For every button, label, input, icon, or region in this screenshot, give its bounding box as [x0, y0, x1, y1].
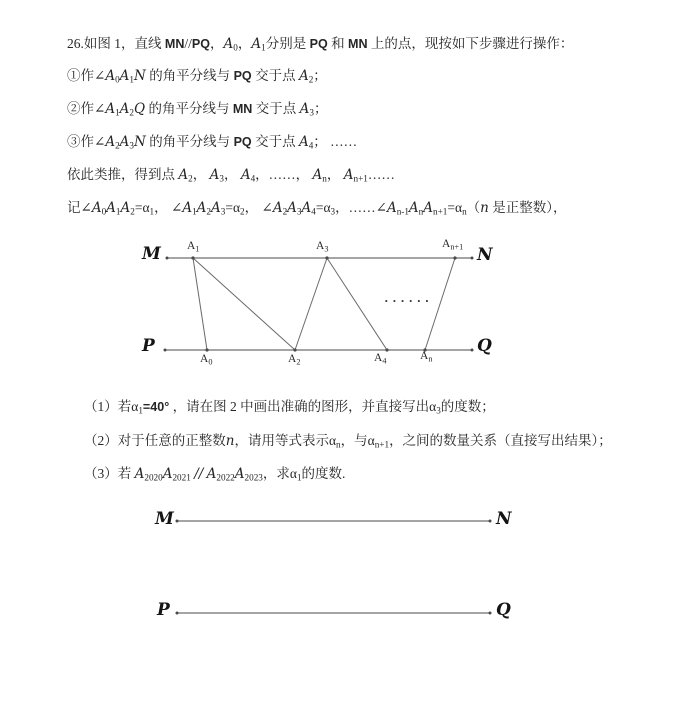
endpoint-dot-N: [471, 257, 474, 260]
point-A4: [385, 348, 388, 351]
question-3: （3）若 $A_{2020}A_{2021} // A_{2022}A_{2023}$，求$\alpha_1$的度数.: [84, 466, 346, 483]
problem-step-2: ②作$\angle A_1A_2Q$ 的角平分线与 MN 交于点 $A_3$；: [67, 101, 328, 118]
point-An1: [453, 256, 456, 259]
fig2-label-N: N: [496, 509, 512, 529]
point-A0: [205, 348, 208, 351]
fig1-label-A3: $A_3$: [316, 240, 329, 254]
point-A2: [293, 348, 296, 351]
figure-1: [135, 238, 505, 370]
figure-2-drawing: [135, 505, 520, 630]
fig1-label-An: $A_n$: [420, 350, 433, 364]
figure-1-drawing: [135, 238, 505, 370]
segment-A1-A2: [193, 258, 295, 350]
endpoint-dot-P: [164, 349, 167, 352]
problem-statement-line-1: 26.如图 1，直线 MN//PQ，$A_0$，$A_1$分别是 PQ 和 MN 上的点，现按如下步骤进行操作：: [67, 36, 574, 53]
fig1-label-A4: $A_4$: [374, 352, 387, 366]
fig2-label-Q: Q: [496, 600, 511, 620]
fig1-ellipsis: ......: [383, 292, 432, 305]
problem-step-3: ③作$\angle A_2A_3N$ 的角平分线与 PQ 交于点 $A_4$； ……: [67, 134, 358, 151]
problem-induction-line: 依此类推，得到点 $A_2$， $A_3$， $A_4$，……， $A_n$， $A_{n+1}\dots\dots$: [67, 167, 395, 184]
fig1-label-A2: $A_2$: [288, 353, 301, 367]
fig1-label-N: N: [477, 245, 493, 265]
endpoint-dot-N: [489, 520, 492, 523]
fig2-label-M: M: [155, 509, 174, 529]
fig1-label-A0: $A_0$: [200, 353, 213, 367]
endpoint-dot-M: [176, 520, 179, 523]
point-A3: [325, 256, 328, 259]
question-2: （2）对于任意的正整数n，请用等式表示$\alpha_n$，与$\alpha_{n+1}$，之间的数量关系（直接写出结果）；: [84, 433, 612, 450]
figure-2: [135, 505, 520, 630]
question-1: （1）若$\alpha_1=40^\circ$ ，请在图 2 中画出准确的图形，并直接写出$\alpha_3$的度数；: [84, 399, 495, 416]
segment-A1-A0: [193, 258, 207, 350]
point-A1: [191, 256, 194, 259]
endpoint-dot-M: [166, 257, 169, 260]
fig1-label-Q: Q: [477, 336, 492, 356]
endpoint-dot-Q: [489, 612, 492, 615]
problem-step-1: ①作$\angle A_0A_1N$ 的角平分线与 PQ 交于点 $A_2$；: [67, 68, 327, 85]
fig1-label-A1: $A_1$: [187, 240, 200, 254]
endpoint-dot-Q: [471, 349, 474, 352]
fig1-label-M: M: [142, 244, 161, 264]
problem-angle-definition-line: 记$\angle A_0A_1A_2=\alpha_1$， $\angle A_1A_2A_3=\alpha_2$， $\angle A_2A_3A_4=\alpha_3$，$\dots\dots\angle A_{n-1}A_nA_{n+1}=\alpha_n(n$ 是正整数），: [67, 200, 567, 217]
segment-A2-A3: [295, 258, 327, 350]
fig1-label-An1: $A_{n+1}$: [442, 238, 464, 252]
segment-A3-A4: [327, 258, 387, 350]
fig2-label-P: P: [157, 600, 170, 620]
fig1-label-P: P: [142, 336, 155, 356]
endpoint-dot-P: [176, 612, 179, 615]
